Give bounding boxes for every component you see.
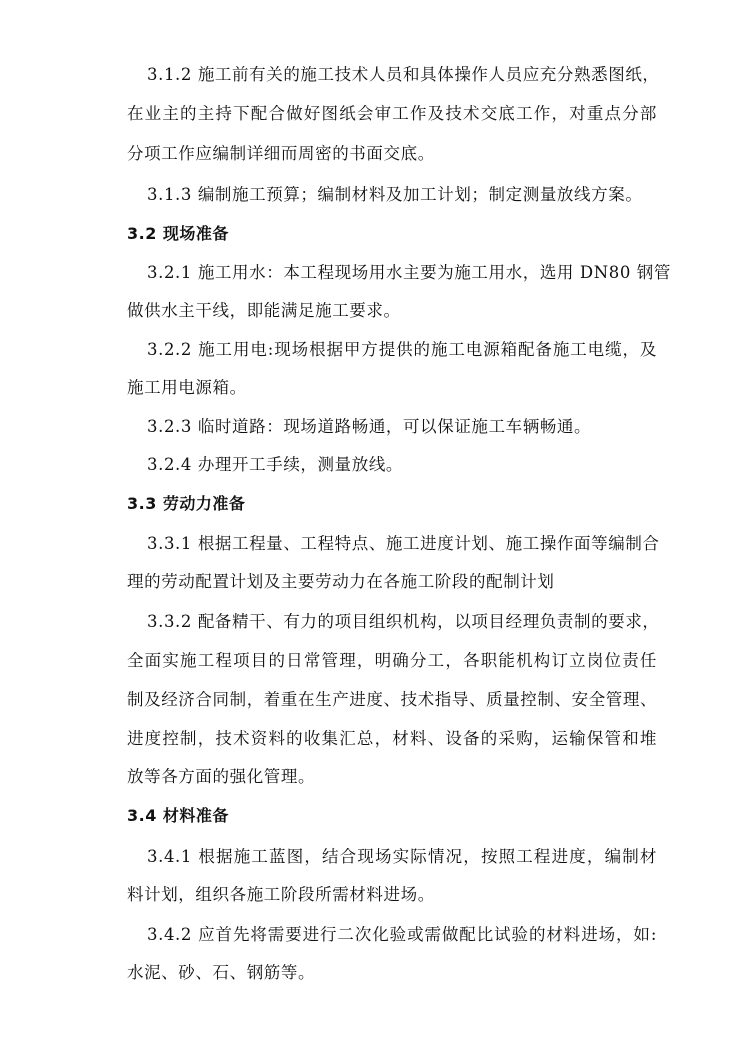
- paragraph-3-3-2-line-5: 放等各方面的强化管理。: [127, 767, 316, 786]
- paragraph-3-2-3: 3.2.3 临时道路：现场道路畅通，可以保证施工车辆畅通。: [147, 417, 592, 436]
- paragraph-3-4-2-line-2: 水泥、砂、石、钢筋等。: [127, 963, 316, 982]
- section-heading-3-4: 3.4 材料准备: [127, 806, 229, 825]
- paragraph-3-2-1-line-2: 做供水主干线，即能满足施工要求。: [127, 301, 401, 320]
- paragraph-3-3-1-line-1: 3.3.1 根据工程量、工程特点、施工进度计划、施工操作面等编制合: [147, 534, 660, 553]
- section-heading-3-2: 3.2 现场准备: [127, 224, 229, 243]
- paragraph-3-2-4: 3.2.4 办理开工手续，测量放线。: [147, 455, 404, 474]
- paragraph-3-4-2-line-1: 3.4.2 应首先将需要进行二次化验或需做配比试验的材料进场，如:: [147, 925, 657, 944]
- paragraph-3-1-2-line-1: 3.1.2 施工前有关的施工技术人员和具体操作人员应充分熟悉图纸，: [147, 65, 660, 84]
- paragraph-3-3-2-line-3: 制及经济合同制，着重在生产进度、技术指导、质量控制、安全管理、: [127, 690, 658, 709]
- section-heading-3-3: 3.3 劳动力准备: [127, 494, 246, 513]
- paragraph-3-3-2-line-4: 进度控制，技术资料的收集汇总，材料、设备的采购，运输保管和堆: [127, 729, 657, 748]
- paragraph-3-1-3: 3.1.3 编制施工预算；编制材料及加工计划；制定测量放线方案。: [147, 185, 643, 204]
- paragraph-3-2-1-line-1: 3.2.1 施工用水：本工程现场用水主要为施工用水，选用 DN80 钢管: [147, 263, 671, 282]
- paragraph-3-3-1-line-2: 理的劳动配置计划及主要劳动力在各施工阶段的配制计划: [127, 572, 555, 591]
- paragraph-3-2-2-line-1: 3.2.2 施工用电:现场根据甲方提供的施工电源箱配备施工电缆，及: [147, 340, 657, 359]
- paragraph-3-4-1-line-1: 3.4.1 根据施工蓝图，结合现场实际情况，按照工程进度，编制材: [147, 847, 657, 866]
- paragraph-3-1-2-line-2: 在业主的主持下配合做好图纸会审工作及技术交底工作，对重点分部: [127, 104, 657, 123]
- paragraph-3-1-2-line-3: 分项工作应编制详细而周密的书面交底。: [127, 144, 435, 163]
- paragraph-3-3-2-line-1: 3.3.2 配备精干、有力的项目组织机构，以项目经理负责制的要求，: [147, 612, 660, 631]
- paragraph-3-3-2-line-2: 全面实施工程项目的日常管理，明确分工，各职能机构订立岗位责任: [127, 651, 657, 670]
- paragraph-3-4-1-line-2: 料计划，组织各施工阶段所需材料进场。: [127, 885, 435, 904]
- paragraph-3-2-2-line-2: 施工用电源箱。: [127, 378, 247, 397]
